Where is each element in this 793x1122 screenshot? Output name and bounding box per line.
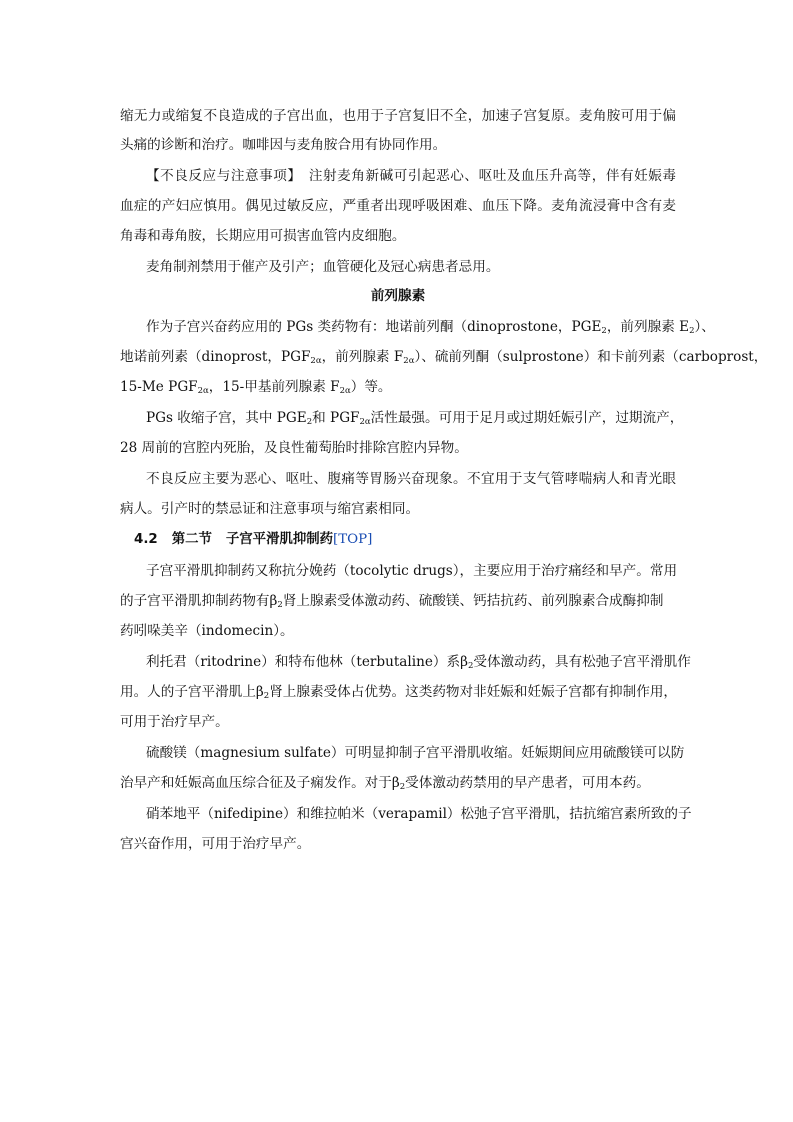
paragraph-ergot-use-line-1: 缩无力或缩复不良造成的子宫出血，也用于子宫复旧不全，加速子宫复原。麦角胺可用于偏 [120, 108, 676, 124]
paragraph-nifedipine-line-1: 硝苯地平（nifedipine）和维拉帕米（verapamil）松弛子宫平滑肌，拮抗缩宫素所致的子 [146, 806, 692, 822]
paragraph-pg-drugs-line-3: 15-Me $PGF_{2\alpha}$，15-甲基前列腺素 $F_{2\alpha}$）等。 [120, 379, 392, 396]
paragraph-ergot-use-line-2: 头痛的诊断和治疗。咖啡因与麦角胺合用有协同作用。 [120, 137, 447, 153]
paragraph-pg-effects-line-1: PGs 收缩子宫，其中 $PGE_2$和 $PGF_{2\alpha}$活性最强。可用于足月或过期妊娠引产，过期流产， [146, 410, 684, 427]
section-number: 4.2 [134, 532, 158, 547]
top-link[interactable]: [TOP] [333, 532, 373, 547]
paragraph-ritodrine-line-3: 可用于治疗早产。 [120, 714, 229, 730]
section-subtitle-prostaglandins: 前列腺素 [370, 288, 426, 304]
paragraph-adverse-line-1: 【不良反应与注意事项】 注射麦角新碱可引起恶心、呕吐及血压升高等，伴有妊娠毒 [146, 168, 676, 184]
paragraph-adverse-line-2: 血症的产妇应慎用。偶见过敏反应，严重者出现呼吸困难、血压下降。麦角流浸膏中含有麦 [120, 198, 676, 214]
paragraph-tocolytic-line-1: 子宫平滑肌抑制药又称抗分娩药（tocolytic drugs），主要应用于治疗痛经和早产。常用 [146, 563, 678, 579]
section-title: 子宫平滑肌抑制药 [225, 532, 334, 547]
paragraph-pg-drugs-line-1: 作为子宫兴奋药应用的 PGs 类药物有：地诺前列酮（dinoprostone，$PGE_2$，前列腺素 $E_2$）、 [146, 319, 715, 336]
paragraph-nifedipine-line-2: 宫兴奋作用，可用于治疗早产。 [120, 836, 311, 852]
paragraph-magnesium-line-2: 治早产和妊娠高血压综合征及子痫发作。对于$\beta_2$受体激动药禁用的早产患者，可用本药。 [120, 775, 650, 792]
paragraph-pg-effects-line-2: 28 周前的宫腔内死胎，及良性葡萄胎时排除宫腔内异物。 [120, 440, 468, 456]
paragraph-pg-adverse-line-2: 病人。引产时的禁忌证和注意事项与缩宫素相同。 [120, 501, 420, 517]
paragraph-pg-adverse-line-1: 不良反应主要为恶心、呕吐、腹痛等胃肠兴奋现象。不宜用于支气管哮喘病人和青光眼 [146, 471, 676, 487]
paragraph-ritodrine-line-1: 利托君（ritodrine）和特布他林（terbutaline）系$\beta_2$受体激动药，具有松弛子宫平滑肌作 [146, 654, 691, 671]
paragraph-pg-drugs-line-2: 地诺前列素（dinoprost，$PGF_{2\alpha}$，前列腺素 $F_{2\alpha}$）、硫前列酮（sulprostone）和卡前列素（carboprost， [120, 349, 768, 366]
paragraph-tocolytic-line-3: 药吲哚美辛（indomecin）。 [120, 623, 294, 639]
paragraph-ritodrine-line-2: 用。人的子宫平滑肌上$\beta_2$肾上腺素受体占优势。这类药物对非妊娠和妊娠子宫都有抑制作用， [120, 684, 678, 701]
paragraph-magnesium-line-1: 硫酸镁（magnesium sulfate）可明显抑制子宫平滑肌收缩。妊娠期间应用硫酸镁可以防 [146, 745, 685, 761]
section-heading-4-2 [120, 530, 372, 550]
paragraph-adverse-line-3: 角毒和毒角胺，长期应用可损害血管内皮细胞。 [120, 228, 406, 244]
paragraph-contraindication: 麦角制剂禁用于催产及引产；血管硬化及冠心病患者忌用。 [146, 259, 500, 275]
paragraph-tocolytic-line-2: 的子宫平滑肌抑制药物有$\beta_2$肾上腺素受体激动药、硫酸镁、钙拮抗药、前列腺素合成酶抑制 [120, 593, 664, 610]
section-label: 第二节 [171, 532, 212, 547]
